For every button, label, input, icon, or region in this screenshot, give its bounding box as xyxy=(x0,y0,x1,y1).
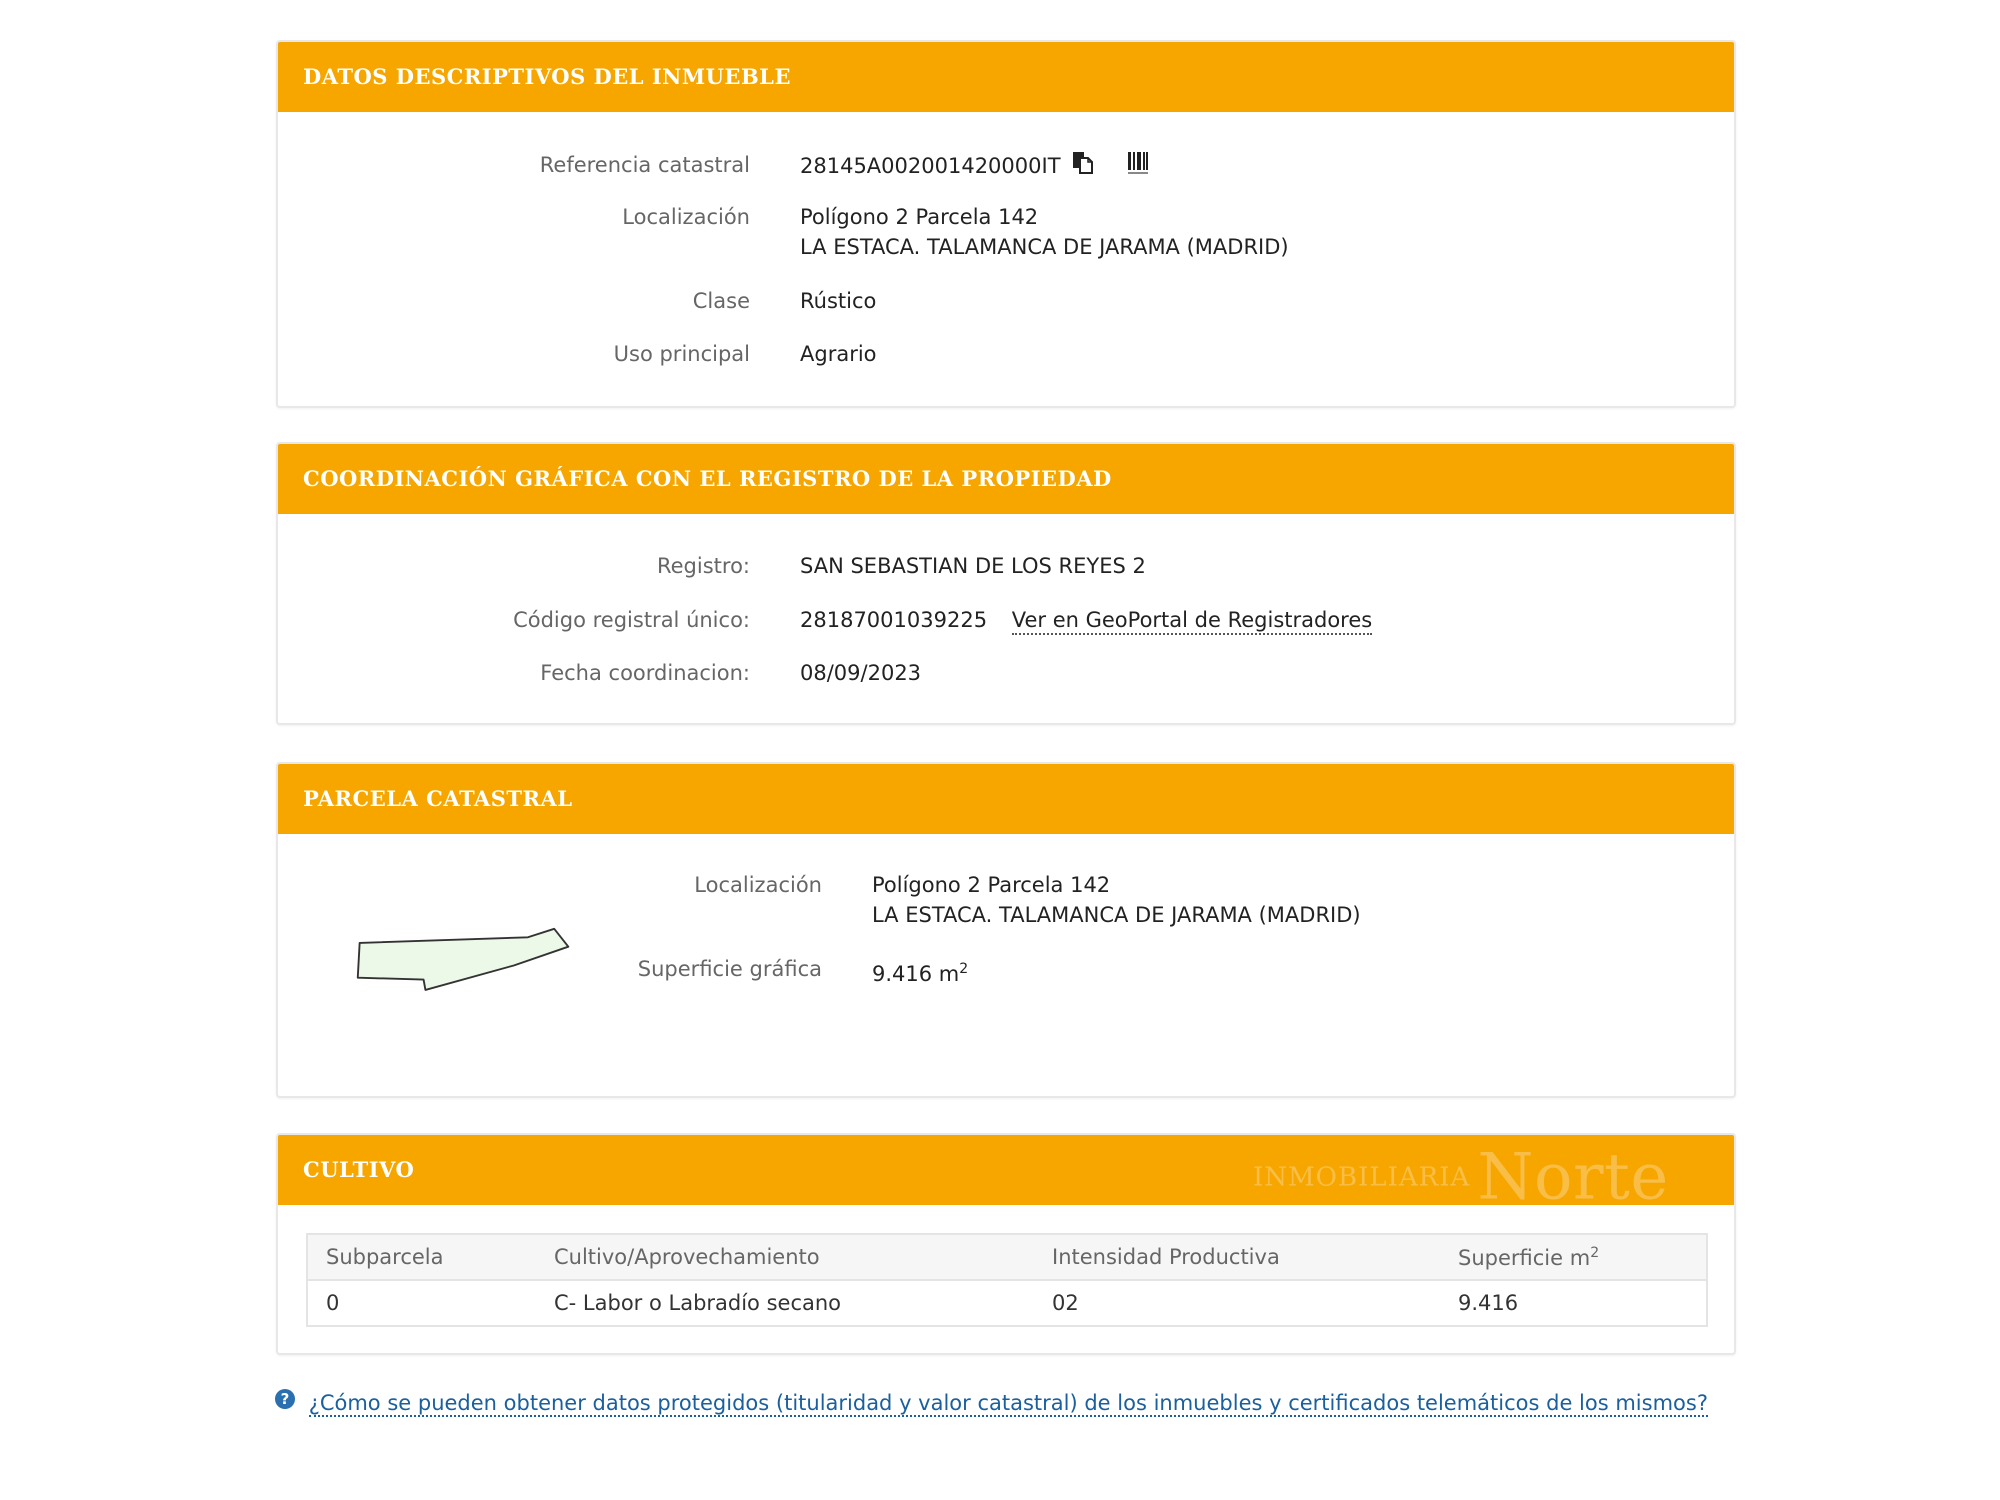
copy-icon[interactable] xyxy=(1071,150,1095,184)
col-superficie xyxy=(1440,1234,1707,1280)
fecha-coordinacion-label: Fecha coordinacion: xyxy=(540,661,750,685)
protected-data-help-link[interactable]: ¿Cómo se pueden obtener datos protegidos (titularidad y valor catastral) de los inmuebles y certificados telemáticos de los mismos? xyxy=(308,1390,1708,1415)
registro-value: SAN SEBASTIAN DE LOS REYES 2 xyxy=(800,554,1146,578)
superficie-grafica-value xyxy=(872,954,968,989)
clase-label: Clase xyxy=(692,289,750,313)
cell-superficie: 9.416 xyxy=(1458,1291,1519,1315)
table-row xyxy=(307,1280,1707,1326)
cell-cultivo: C- Labor o Labradío secano xyxy=(554,1291,842,1315)
superficie-grafica-exponent: 2 xyxy=(959,961,969,977)
cultivo-header-title: CULTIVO xyxy=(303,1157,415,1182)
referencia-text: 28145A002001420000IT xyxy=(800,154,1061,178)
superficie-grafica-number: 9.416 m xyxy=(872,962,960,986)
col-subparcela: Subparcela xyxy=(307,1234,536,1280)
localizacion-line1: Polígono 2 Parcela 142 xyxy=(800,205,1039,229)
watermark-logo xyxy=(1253,1141,1669,1205)
col-superficie-exponent: 2 xyxy=(1590,1244,1600,1261)
parcela-localizacion-line2: LA ESTACA. TALAMANCA DE JARAMA (MADRID) xyxy=(872,903,1361,927)
registro-label: Registro: xyxy=(656,554,750,578)
uso-principal-value: Agrario xyxy=(800,342,877,366)
superficie-grafica-label: Superficie gráfica xyxy=(637,957,822,981)
cultivo-table-header-row xyxy=(307,1234,1707,1280)
cell-intensidad: 02 xyxy=(1052,1291,1079,1315)
col-intensidad: Intensidad Productiva xyxy=(1034,1234,1440,1280)
watermark-big-text: Norte xyxy=(1477,1140,1669,1205)
datos-descriptivos-panel xyxy=(276,40,1736,408)
col-superficie-label: Superficie m xyxy=(1458,1245,1591,1270)
cell-subparcela: 0 xyxy=(326,1291,340,1315)
codigo-registral-text: 28187001039225 xyxy=(800,608,988,632)
datos-descriptivos-header: DATOS DESCRIPTIVOS DEL INMUEBLE xyxy=(278,42,1734,112)
barcode-icon[interactable] xyxy=(1126,150,1150,184)
cultivo-panel xyxy=(276,1133,1736,1355)
uso-principal-label: Uso principal xyxy=(613,342,750,366)
footer-help xyxy=(274,1390,1708,1417)
cultivo-header xyxy=(278,1135,1734,1205)
fecha-coordinacion-value: 08/09/2023 xyxy=(800,661,922,685)
cultivo-table xyxy=(306,1233,1708,1327)
parcela-localizacion-line1: Polígono 2 Parcela 142 xyxy=(872,873,1111,897)
geoportal-link[interactable]: Ver en GeoPortal de Registradores xyxy=(1012,608,1372,635)
codigo-registral-value xyxy=(800,605,1372,635)
referencia-label: Referencia catastral xyxy=(539,153,750,177)
codigo-registral-label: Código registral único: xyxy=(513,608,750,632)
localizacion-label: Localización xyxy=(622,205,750,229)
col-cultivo: Cultivo/Aprovechamiento xyxy=(536,1234,1034,1280)
coordinacion-header: COORDINACIÓN GRÁFICA CON EL REGISTRO DE LA PROPIEDAD xyxy=(278,444,1734,514)
help-icon xyxy=(274,1388,296,1415)
watermark-small-text: INMOBILIARIA xyxy=(1253,1162,1471,1193)
referencia-value xyxy=(800,150,1150,184)
parcela-catastral-header: PARCELA CATASTRAL xyxy=(278,764,1734,834)
parcela-catastral-panel xyxy=(276,762,1736,1098)
clase-value: Rústico xyxy=(800,289,877,313)
coordinacion-panel xyxy=(276,442,1736,725)
svg-text:?: ? xyxy=(280,1390,290,1408)
localizacion-line2: LA ESTACA. TALAMANCA DE JARAMA (MADRID) xyxy=(800,235,1289,259)
parcela-localizacion-label: Localización xyxy=(694,873,822,897)
